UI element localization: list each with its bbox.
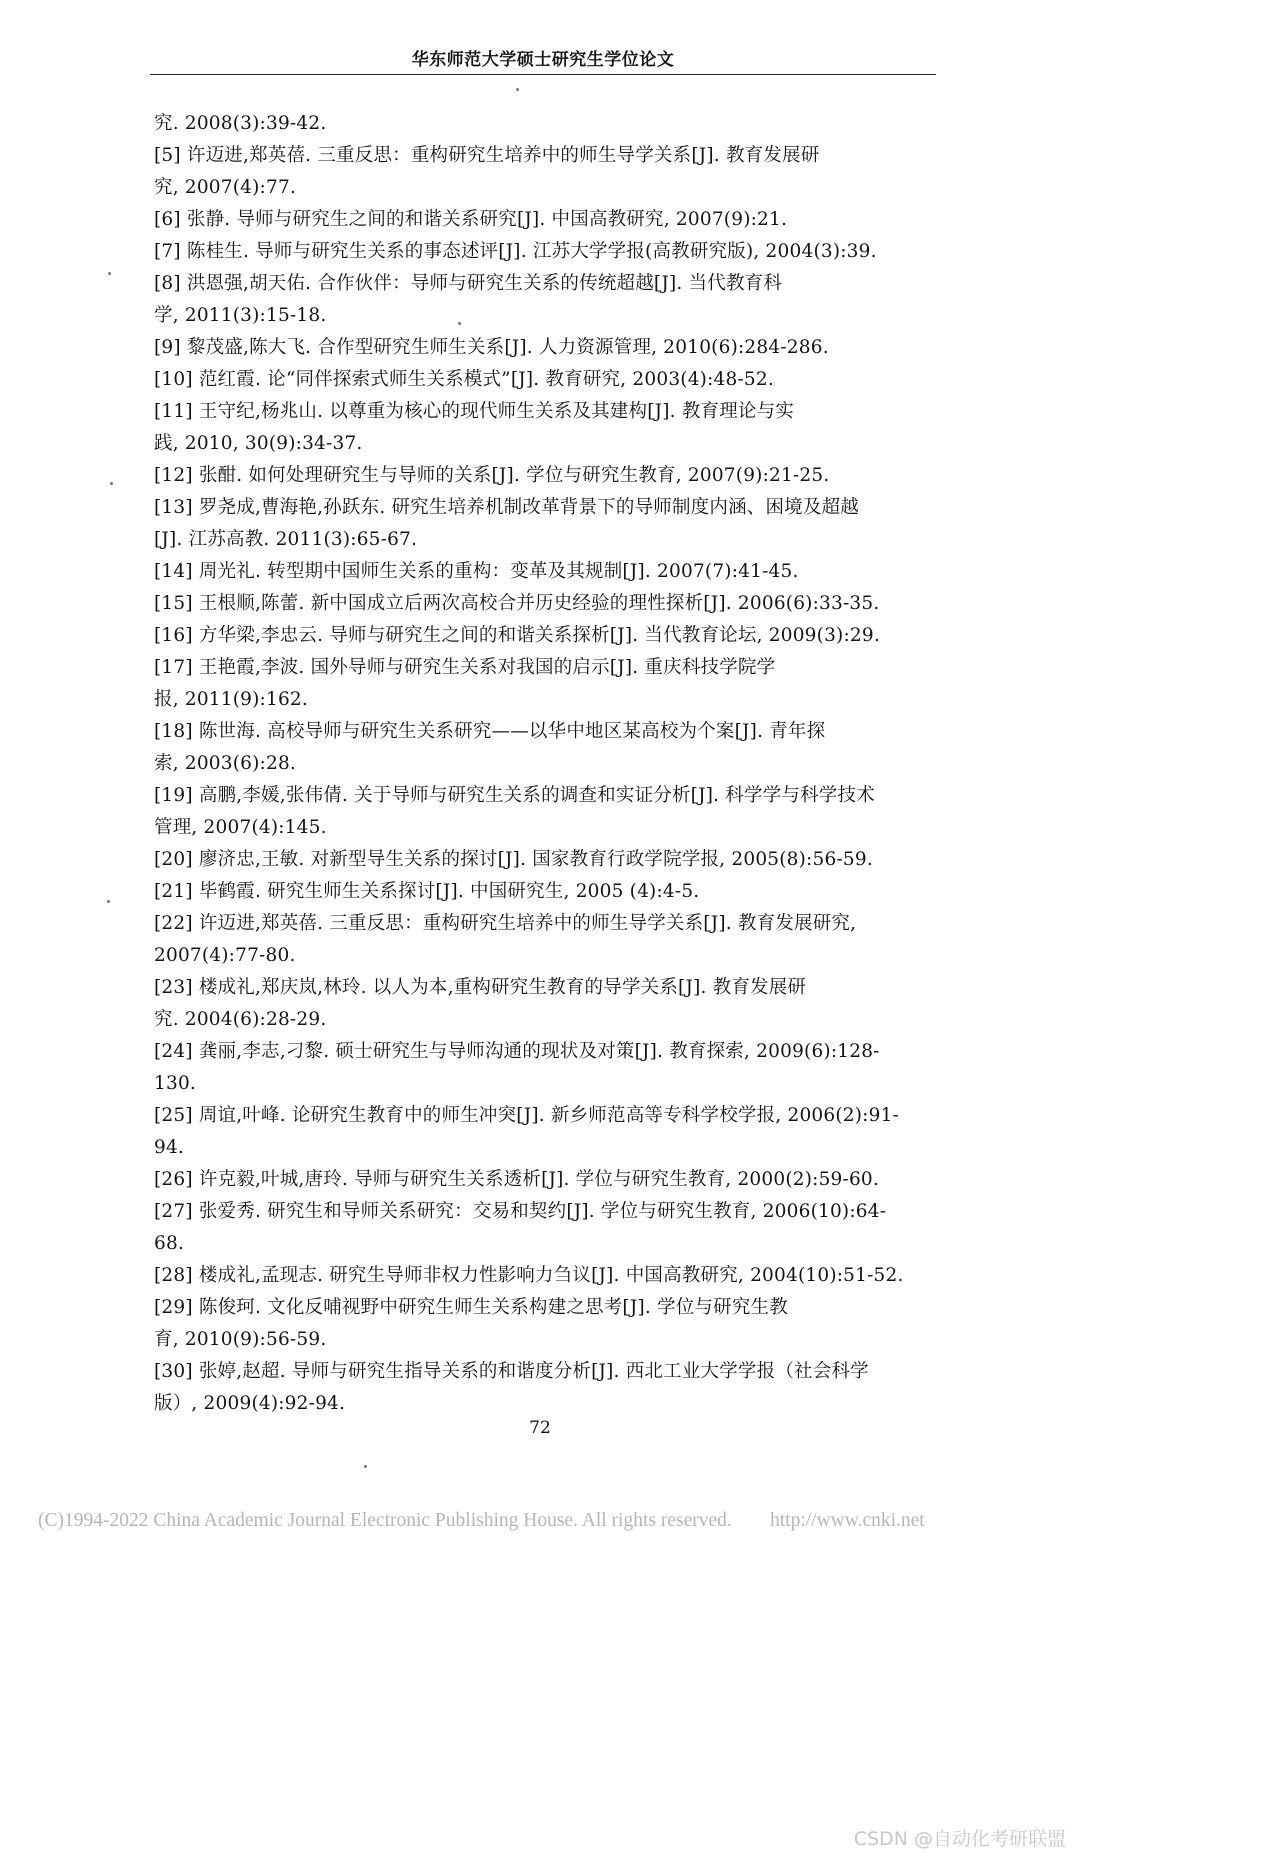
reference-line: [27] 张爱秀. 研究生和导师关系研究：交易和契约[J]. 学位与研究生教育, 2006(10):64-: [154, 1201, 887, 1222]
reference-line: [11] 王守纪,杨兆山. 以尊重为核心的现代师生关系及其建构[J]. 教育理论与实: [154, 401, 795, 422]
reference-line: [25] 周谊,叶峰. 论研究生教育中的师生冲突[J]. 新乡师范高等专科学校学报, 2006(2):91-: [154, 1105, 899, 1126]
reference-line: [29] 陈俊珂. 文化反哺视野中研究生师生关系构建之思考[J]. 学位与研究生教: [154, 1297, 788, 1318]
copyright-notice: (C)1994-2022 China Academic Journal Electronic Publishing House. All rights reserved.: [38, 1510, 732, 1531]
reference-line: 究, 2007(4):77.: [154, 177, 297, 198]
reference-line: 管理, 2007(4):145.: [154, 817, 327, 838]
reference-line: [13] 罗尧成,曹海艳,孙跃东. 研究生培养机制改革背景下的导师制度内涵、困境及超越: [154, 497, 859, 518]
reference-line: 68.: [154, 1233, 185, 1254]
reference-line: [12] 张酣. 如何处理研究生与导师的关系[J]. 学位与研究生教育, 2007(9):21-25.: [154, 465, 830, 486]
page-number: 72: [529, 1418, 551, 1438]
reference-line: [7] 陈桂生. 导师与研究生关系的事态述评[J]. 江苏大学学报(高教研究版), 2004(3):39.: [154, 241, 877, 262]
cnki-url: http://www.cnki.net: [770, 1510, 925, 1531]
reference-line: [26] 许克毅,叶城,唐玲. 导师与研究生关系透析[J]. 学位与研究生教育, 2000(2):59-60.: [154, 1169, 879, 1190]
reference-line: [24] 龚丽,李志,刁黎. 硕士研究生与导师沟通的现状及对策[J]. 教育探索, 2009(6):128-: [154, 1041, 880, 1062]
reference-line: [19] 高鹏,李媛,张伟倩. 关于导师与研究生关系的调查和实证分析[J]. 科学学与科学技术: [154, 785, 875, 806]
reference-line: [21] 毕鹤霞. 研究生师生关系探讨[J]. 中国研究生, 2005 (4):4-5.: [154, 881, 700, 902]
reference-line: 育, 2010(9):56-59.: [154, 1329, 327, 1350]
reference-line: 究. 2004(6):28-29.: [154, 1009, 327, 1030]
reference-line: 94.: [154, 1137, 185, 1158]
reference-line: [5] 许迈进,郑英蓓. 三重反思：重构研究生培养中的师生导学关系[J]. 教育发展研: [154, 145, 820, 166]
scan-speck: [107, 900, 110, 903]
reference-line: [8] 洪恩强,胡天佑. 合作伙伴：导师与研究生关系的传统超越[J]. 当代教育科: [154, 273, 783, 294]
reference-line: [9] 黎茂盛,陈大飞. 合作型研究生师生关系[J]. 人力资源管理, 2010(6):284-286.: [154, 337, 829, 358]
reference-line: [16] 方华梁,李忠云. 导师与研究生之间的和谐关系探析[J]. 当代教育论坛, 2009(3):29.: [154, 625, 880, 646]
reference-line: 学, 2011(3):15-18.: [154, 305, 327, 326]
reference-line: [30] 张婷,赵超. 导师与研究生指导关系的和谐度分析[J]. 西北工业大学学报（社会科学: [154, 1361, 869, 1382]
scan-speck: [108, 272, 111, 275]
reference-line: [6] 张静. 导师与研究生之间的和谐关系研究[J]. 中国高教研究, 2007(9):21.: [154, 209, 788, 230]
reference-line: 版）, 2009(4):92-94.: [154, 1393, 346, 1414]
page-header: [150, 48, 936, 75]
reference-line: 2007(4):77-80.: [154, 945, 296, 966]
reference-line: [J]. 江苏高教. 2011(3):65-67.: [154, 529, 418, 550]
reference-line: [10] 范红霞. 论“同伴探索式师生关系模式”[J]. 教育研究, 2003(4):48-52.: [154, 369, 774, 390]
reference-line: 索, 2003(6):28.: [154, 753, 297, 774]
reference-line: [28] 楼成礼,孟现志. 研究生导师非权力性影响力刍议[J]. 中国高教研究, 2004(10):51-52.: [154, 1265, 904, 1286]
reference-line: 践, 2010, 30(9):34-37.: [154, 433, 363, 454]
reference-line: [15] 王根顺,陈蕾. 新中国成立后两次高校合并历史经验的理性探析[J]. 2006(6):33-35.: [154, 593, 880, 614]
reference-line: 报, 2011(9):162.: [154, 689, 308, 710]
reference-line: 究. 2008(3):39-42.: [154, 113, 327, 134]
scan-speck: [458, 322, 461, 325]
reference-line: [17] 王艳霞,李波. 国外导师与研究生关系对我国的启示[J]. 重庆科技学院学: [154, 657, 776, 678]
reference-line: [14] 周光礼. 转型期中国师生关系的重构：变革及其规制[J]. 2007(7):41-45.: [154, 561, 799, 582]
csdn-watermark: CSDN @自动化考研联盟: [853, 1828, 1066, 1850]
scan-speck: [110, 482, 113, 485]
reference-line: [18] 陈世海. 高校导师与研究生关系研究——以华中地区某高校为个案[J]. 青年探: [154, 721, 826, 742]
page-header-title: 华东师范大学硕士研究生学位论文: [411, 50, 675, 70]
reference-line: [22] 许迈进,郑英蓓. 三重反思：重构研究生培养中的师生导学关系[J]. 教育发展研究,: [154, 913, 857, 934]
scan-speck: [516, 88, 519, 91]
reference-line: [23] 楼成礼,郑庆岚,林玲. 以人为本,重构研究生教育的导学关系[J]. 教育发展研: [154, 977, 807, 998]
reference-line: [20] 廖济忠,王敏. 对新型导生关系的探讨[J]. 国家教育行政学院学报, 2005(8):56-59.: [154, 849, 873, 870]
scan-speck: [364, 1465, 367, 1468]
reference-list: [154, 108, 932, 1420]
reference-line: 130.: [154, 1073, 196, 1094]
